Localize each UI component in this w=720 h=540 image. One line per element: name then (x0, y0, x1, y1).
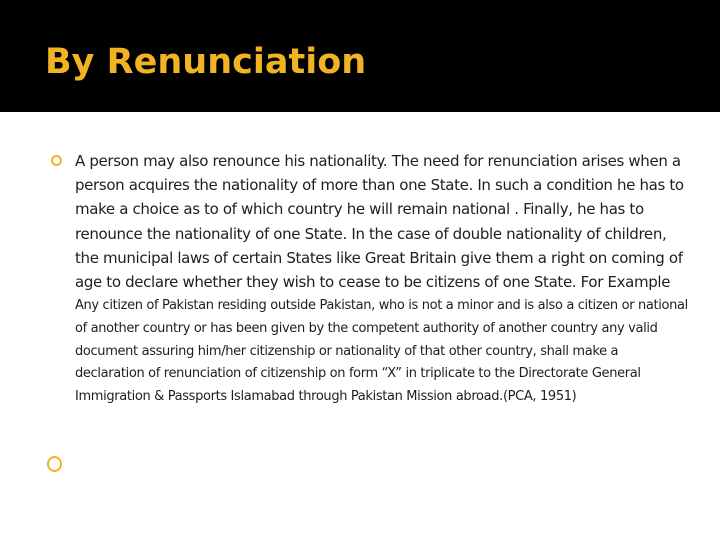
bullet-text-1 (75, 149, 690, 408)
empty-bullet-ring-icon (47, 456, 62, 472)
bullet-ring-icon (51, 155, 62, 166)
bullet-text-example: Any citizen of Pakistan residing outside Pakistan, who is not a minor and is also a citizen or national of another country or has been given by the competent authority of another country any valid document assuring him/her citizenship or nationality of that other country, shall make a declaration of renunciation of citizenship on form “X” in triplicate to the Directorate General Immigration & Passports Islamabad through Pakistan Mission abroad.(PCA, 1951) (75, 298, 688, 405)
title-bar (0, 0, 720, 112)
slide-title: By Renunciation (45, 42, 367, 82)
bullet-text-main: A person may also renounce his nationality. The need for renunciation arises when a person acquires the nationality of more than one State. In such a condition he has to make a choice as to of which country he will remain national . Finally, he has to renounce the nationality of one State. In the case of double nationality of children, the municipal laws of certain States like Great Britain give them a right on coming of age to declare whether they wish to cease to be citizens of one State. For Example (75, 152, 684, 292)
